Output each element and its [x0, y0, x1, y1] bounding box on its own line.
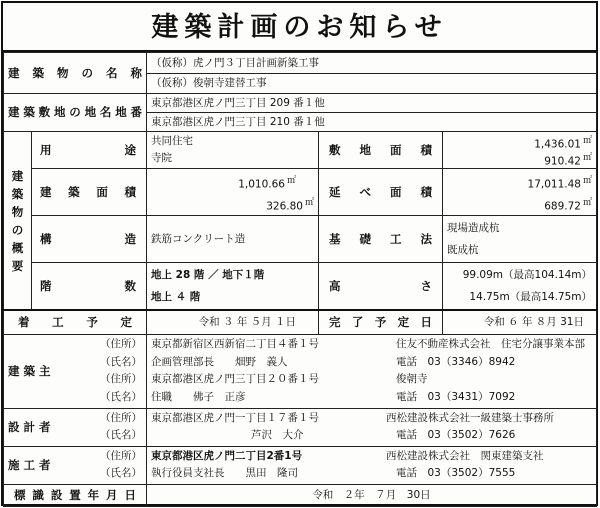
site-area-values: 1,436.01 ㎡ 910.42 ㎡ [443, 132, 597, 169]
contractor-label-cell: 施工者 （住所） （氏名） [4, 446, 147, 484]
owner-label-cell: 建築主 （住所） （氏名） （住所） （氏名） [4, 334, 147, 408]
start-value: 令和 ３ 年 ５月 １日 [147, 310, 319, 334]
foundation-values: 現場造成杭 既成杭 [443, 216, 597, 263]
structure-value: 鉄筋コンクリート造 [147, 216, 319, 263]
notice-board [1, 1, 598, 506]
building-name-label: 建 築 物 の 名 称 [4, 53, 147, 94]
floors-label: 階 数 [32, 263, 147, 311]
owner-details: 東京都新宿区西新宿二丁目４番１号 住友不動産株式会社 住宅分譲事業本部 企画管理部長 畑野 義人 電話 03（3346）8942 東京都港区虎ノ門三丁目２０番１号 俊朝寺 住職 佛子 正彦 電話 03（3431）7092 [147, 334, 597, 408]
contractor-row [4, 446, 597, 484]
posting-date-value: 令和 ２年 ７月 30日 [147, 484, 597, 506]
foundation-label: 基 礎 工 法 [319, 216, 443, 263]
building-area-label: 建 築 面 積 [32, 169, 147, 216]
designer-row [4, 408, 597, 446]
designer-details: 東京都港区虎ノ門一丁目１７番１号 西松建設株式会社一級建築士事務所 芦沢 大介 電話 03（3502）7626 [147, 408, 597, 446]
total-floor-area-label: 延 べ 面 積 [319, 169, 443, 216]
schedule-row [4, 310, 597, 334]
posting-date-label: 標 識 設 置 年 月 日 [4, 484, 147, 506]
notice-table [3, 52, 597, 507]
board-title: 建築計画のお知らせ [3, 3, 596, 52]
start-label: 着 工 予 定 [4, 310, 147, 334]
total-floor-area-values: 17,011.48 ㎡ 689.72 ㎡ [443, 169, 597, 216]
site-area-label: 敷 地 面 積 [319, 132, 443, 169]
building-name-line-1: （仮称）虎ノ門３丁目計画新築工事 [147, 53, 597, 74]
use-label: 用 途 [32, 132, 147, 169]
use-values: 共同住宅 寺院 [147, 132, 319, 169]
owner-row [4, 334, 597, 408]
owner-label: 建築主 [8, 363, 55, 378]
designer-label: 設計者 [8, 419, 55, 434]
designer-label-cell: 設計者 （住所） （氏名） [4, 408, 147, 446]
site-address-label: 建 築 敷 地 の 地 名 地 番 [4, 94, 147, 132]
posting-date-row [4, 484, 597, 506]
overview-floors-row [4, 263, 597, 311]
end-value: 令和 ６ 年 ８月 31日 [443, 310, 597, 334]
site-address-row [4, 94, 597, 113]
overview-group-label: 建築物の概要 [4, 132, 32, 311]
height-values: 99.09m（最高104.14m） 14.75m（最高14.75m） [443, 263, 597, 311]
contractor-label: 施工者 [8, 457, 55, 472]
height-label: 高 さ [319, 263, 443, 311]
site-address-line-2: 東京都港区虎ノ門三丁目 210 番１他 [147, 113, 597, 132]
overview-use-row [4, 132, 597, 169]
floors-values: 地上 28 階 ／ 地下１階 地上 ４ 階 [147, 263, 319, 311]
overview-structure-row [4, 216, 597, 263]
building-name-line-2: （仮称）俊朝寺建替工事 [147, 74, 597, 94]
contractor-details: 東京都港区虎ノ門二丁目2番1号 西松建設株式会社 関東建築支社 執行役員支社長 黒田 隆司 電話 03（3502）7555 [147, 446, 597, 484]
end-label: 完 了 予 定 日 [319, 310, 443, 334]
building-name-row [4, 53, 597, 74]
site-address-line-1: 東京都港区虎ノ門三丁目 209 番１他 [147, 94, 597, 113]
overview-area-row [4, 169, 597, 216]
building-area-values: 1,010.66 ㎡ 326.80 ㎡ [147, 169, 319, 216]
structure-label: 構 造 [32, 216, 147, 263]
